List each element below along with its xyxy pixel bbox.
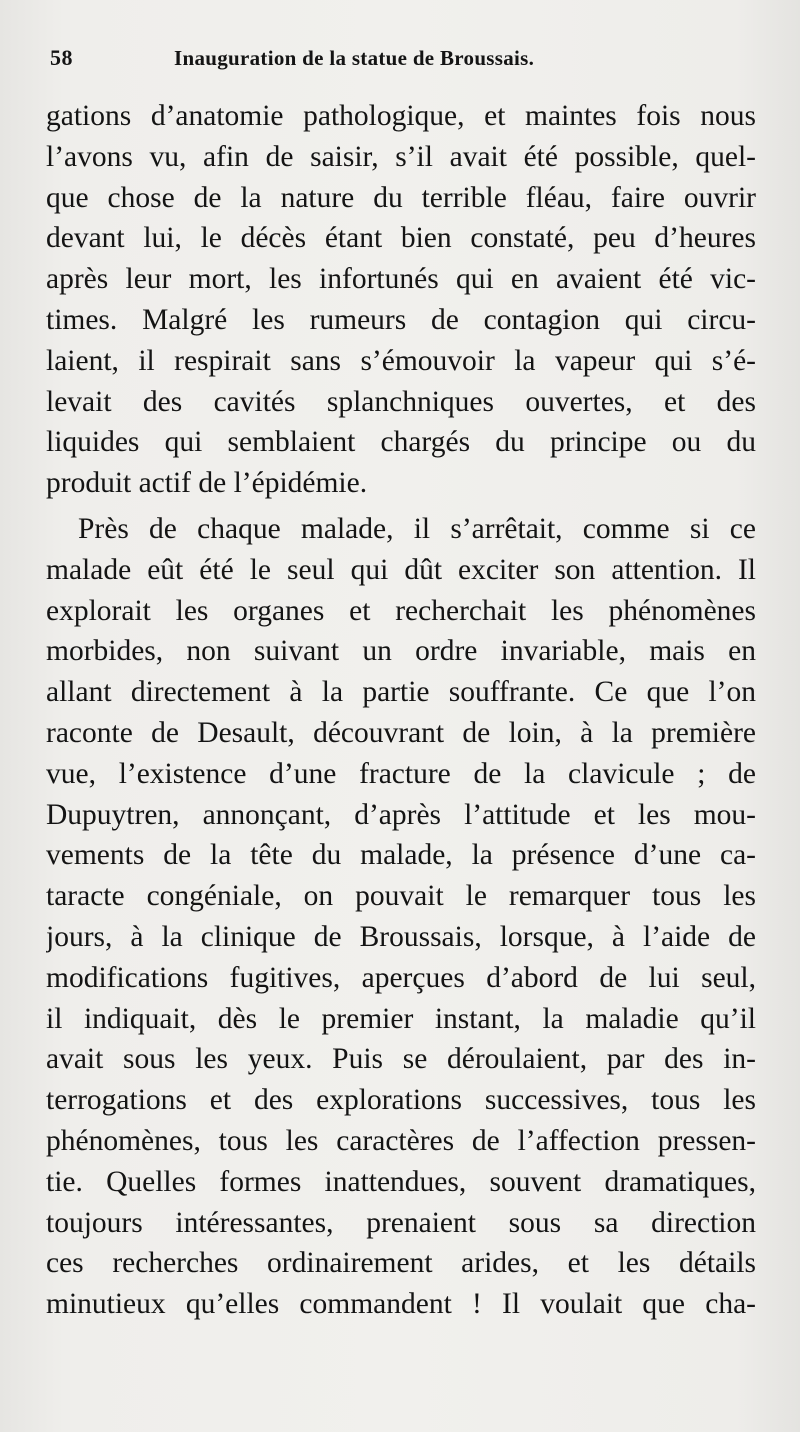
text-line: toujours intéressantes, prenaient sous sa direction [46,1206,756,1239]
text-line: minutieux qu’elles commandent ! Il voulait que cha- [46,1288,756,1321]
paragraph-2 [46,509,756,1325]
text-line: après leur mort, les infortunés qui en avaient été vic- [46,263,756,296]
text-line: tie. Quelles formes inattendues, souvent dramatiques, [46,1165,756,1198]
text-line: allant directement à la partie souffrante. Ce que l’on [46,676,756,709]
text-line: morbides, non suivant un ordre invariable, mais en [46,635,756,668]
text-line: taracte congéniale, on pouvait le remarquer tous les [46,880,756,913]
page-number: 58 [50,45,73,70]
text-line: l’avons vu, afin de saisir, s’il avait été possible, quel- [46,140,756,173]
body-text [46,96,756,1325]
text-line: phénomènes, tous les caractères de l’affection pressen- [46,1124,756,1157]
text-line: explorait les organes et recherchait les phénomènes [46,594,756,627]
text-line: avait sous les yeux. Puis se déroulaient, par des in- [46,1043,756,1076]
text-line: laient, il respirait sans s’émouvoir la vapeur qui s’é- [46,344,756,377]
running-head-title: Inauguration de la statue de Broussais. [174,46,535,70]
text-line: terrogations et des explorations successives, tous les [46,1084,756,1117]
text-line: Près de chaque malade, il s’arrêtait, comme si ce [78,512,756,545]
paragraph-1 [46,96,756,504]
text-line: malade eût été le seul qui dût exciter son attention. Il [46,553,756,586]
text-line: modifications fugitives, aperçues d’abord de lui seul, [46,961,756,994]
text-line: ces recherches ordinairement arides, et les détails [46,1247,756,1280]
text-line: gations d’anatomie pathologique, et maintes fois nous [46,100,756,132]
text-line: liquides qui semblaient chargés du principe ou du [46,426,756,459]
text-line: Dupuytren, annonçant, d’après l’attitude et les mou- [46,798,756,831]
text-line: times. Malgré les rumeurs de contagion qui circu- [46,303,756,336]
text-line: vue, l’existence d’une fracture de la clavicule ; de [46,757,756,790]
text-line: que chose de la nature du terrible fléau, faire ouvrir [46,181,756,214]
text-line: jours, à la clinique de Broussais, lorsque, à l’aide de [46,920,756,953]
text-line: raconte de Desault, découvrant de loin, à la première [46,716,756,749]
text-line: devant lui, le décès étant bien constaté, peu d’heures [46,222,756,255]
running-head [48,40,752,80]
text-line: vements de la tête du malade, la présence d’une ca- [46,839,756,872]
text-line: produit actif de l’épidémie. [46,467,368,500]
text-line: levait des cavités splanchniques ouvertes, et des [46,385,756,418]
text-line: il indiquait, dès le premier instant, la maladie qu’il [46,1002,756,1035]
